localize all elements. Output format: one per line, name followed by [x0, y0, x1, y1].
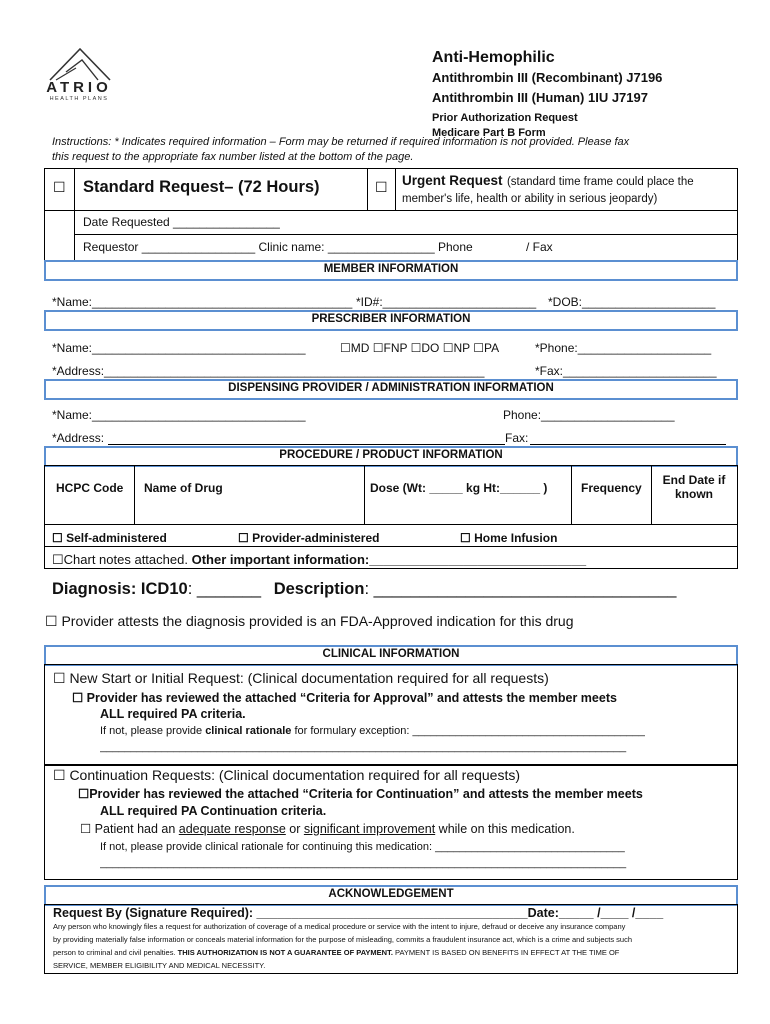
patient-response-option[interactable] [80, 821, 575, 836]
title-line4: Prior Authorization Request [432, 112, 578, 124]
procedure-product-header: PROCEDURE / PRODUCT INFORMATION [44, 446, 738, 467]
new-rationale-bold: clinical rationale [205, 725, 292, 737]
instructions [52, 135, 752, 165]
title-line5: Medicare Part B Form [432, 127, 546, 139]
new-start-option[interactable]: ☐ New Start or Initial Request: (Clinical documentation required for all requests) [53, 670, 549, 686]
other-info-field[interactable]: Other important information:______________________________ [191, 552, 587, 567]
self-administered-option[interactable]: ☐ Self-administered [52, 531, 167, 545]
requestor-field[interactable]: Requestor _________________ Clinic name: ________________ Phone / Fax [83, 240, 553, 254]
prescriber-credentials[interactable]: ☐MD ☐FNP ☐DO ☐NP ☐PA [340, 341, 500, 355]
patient-mid: or [285, 822, 304, 836]
legal-line3-bold: THIS AUTHORIZATION IS NOT A GUARANTEE OF PAYMENT. [177, 948, 393, 957]
signature-field[interactable]: Request By (Signature Required): _______________________________________Date:_____ /____ /____ [53, 906, 664, 920]
dispensing-provider-header: DISPENSING PROVIDER / ADMINISTRATION INFORMATION [44, 379, 738, 400]
chart-notes-row [52, 552, 586, 568]
col-name-of-drug: Name of Drug [144, 481, 223, 495]
member-dob-field[interactable]: *DOB:____________________ [548, 295, 716, 309]
description-field[interactable]: : _________________________________ [364, 580, 677, 598]
legal-line1: Any person who knowingly files a request for authorization of coverage of a medical procedure or service with the intent to injure, defraud or deceive any insurance company [53, 922, 626, 931]
diagnosis-row [52, 580, 676, 599]
cont-reviewed-checkbox[interactable]: ☐Provider has reviewed the attached “Criteria for Continuation” and attests the member meets [78, 787, 643, 801]
new-rationale-line[interactable]: ______________________________________________________________________________________ [100, 741, 627, 753]
col-end-date-line1: End Date if [662, 473, 726, 487]
cont-rationale-line[interactable]: ______________________________________________________________________________________ [100, 857, 627, 869]
logo-brand: ATRIO [46, 79, 112, 96]
dispensing-fax-field[interactable]: Fax: [505, 431, 529, 445]
atrio-logo [38, 46, 120, 104]
legal-line3-pre: person to criminal and civil penalties. [53, 948, 178, 957]
prescriber-address-field[interactable]: *Address:_________________________________________________________ [52, 364, 485, 378]
new-rationale-post: for formulary exception: ______________________________________ [291, 725, 645, 737]
prescriber-fax-field[interactable]: *Fax:_______________________ [535, 364, 717, 378]
col-end-date-line2: known [675, 487, 713, 501]
patient-adequate-response: adequate response [178, 822, 286, 836]
continuation-option[interactable]: ☐ Continuation Requests: (Clinical documentation required for all requests) [53, 767, 521, 783]
member-information-header: MEMBER INFORMATION [44, 260, 738, 281]
urgent-rest1: (standard time frame could place the [506, 176, 694, 188]
col-frequency: Frequency [581, 481, 642, 495]
title-line3: Antithrombin III (Human) 1IU J7197 [432, 90, 648, 105]
logo-subtitle: HEALTH PLANS [49, 96, 109, 102]
patient-pre: ☐ Patient had an [80, 822, 179, 836]
description-label: Description [273, 580, 365, 598]
diagnosis-label: Diagnosis: ICD10 [52, 580, 188, 598]
title-line1: Anti-Hemophilic [432, 49, 555, 66]
cont-reviewed-line2: ALL required PA Continuation criteria. [100, 804, 327, 818]
prescriber-information-header: PRESCRIBER INFORMATION [44, 310, 738, 331]
standard-request-checkbox[interactable]: ☐ [53, 179, 66, 195]
instructions-line1: Instructions: * Indicates required information – Form may be returned if required information is not provided. Please fax [52, 136, 630, 148]
urgent-rest2: member's life, health or ability in serious jeopardy) [402, 193, 658, 205]
member-name-field[interactable]: *Name:_______________________________________ [52, 295, 353, 309]
form-title-block [432, 48, 752, 140]
legal-line3 [53, 946, 733, 959]
date-requested-field[interactable]: Date Requested ________________ [83, 215, 280, 229]
acknowledgement-header: ACKNOWLEDGEMENT [44, 885, 738, 906]
dispensing-name-field[interactable]: *Name:________________________________ [52, 408, 306, 422]
legal-line2: by providing materially false information or conceals material information for the purpose of misleading, commits a fraudulent insurance act, which is a crime and subjects such [53, 935, 633, 944]
cont-rationale-field[interactable]: If not, please provide clinical rationale for continuing this medication: _______________________________ [100, 841, 625, 853]
legal-disclaimer [53, 920, 733, 972]
new-reviewed-checkbox[interactable]: ☐ Provider has reviewed the attached “Criteria for Approval” and attests the member meets [72, 691, 617, 705]
urgent-request-label [402, 173, 736, 207]
patient-significant-improvement: significant improvement [303, 822, 436, 836]
fda-attestation-checkbox[interactable]: ☐ Provider attests the diagnosis provided is an FDA-Approved indication for this drug [45, 613, 574, 629]
dispensing-phone-field[interactable]: Phone:____________________ [503, 408, 675, 422]
new-rationale-field[interactable] [100, 725, 645, 737]
col-end-date [651, 473, 737, 501]
prescriber-name-field[interactable]: *Name:________________________________ [52, 341, 306, 355]
legal-line3-post: PAYMENT IS BASED ON BENEFITS IN EFFECT AT THE TIME OF [392, 948, 620, 957]
member-id-field[interactable]: *ID#:_______________________ [356, 295, 537, 309]
clinical-information-header: CLINICAL INFORMATION [44, 645, 738, 666]
home-infusion-option[interactable]: ☐ Home Infusion [460, 531, 558, 545]
col-dose: Dose (Wt: _____ kg Ht:______ ) [370, 481, 548, 495]
provider-administered-option[interactable]: ☐ Provider-administered [238, 531, 380, 545]
col-hcpc-code: HCPC Code [56, 481, 124, 495]
legal-line4: SERVICE, MEMBER ELIGIBILITY AND MEDICAL NECESSITY. [53, 961, 266, 970]
prescriber-phone-field[interactable]: *Phone:____________________ [535, 341, 712, 355]
new-rationale-pre: If not, please provide [100, 725, 206, 737]
new-reviewed-line2: ALL required PA criteria. [100, 707, 246, 721]
dispensing-address-field[interactable]: *Address: [52, 431, 105, 445]
mountain-logo-icon [38, 46, 120, 82]
patient-post: while on this medication. [435, 822, 575, 836]
diagnosis-icd10-field[interactable]: : _______ [187, 580, 262, 598]
urgent-bold: Urgent Request [402, 173, 503, 188]
standard-request-label: Standard Request– (72 Hours) [83, 178, 320, 196]
chart-notes-checkbox[interactable]: ☐Chart notes attached. [52, 552, 188, 567]
instructions-line2: this request to the appropriate fax number listed at the bottom of the page. [52, 151, 414, 163]
title-line2: Antithrombin III (Recombinant) J7196 [432, 70, 663, 85]
urgent-request-checkbox[interactable]: ☐ [375, 179, 388, 195]
